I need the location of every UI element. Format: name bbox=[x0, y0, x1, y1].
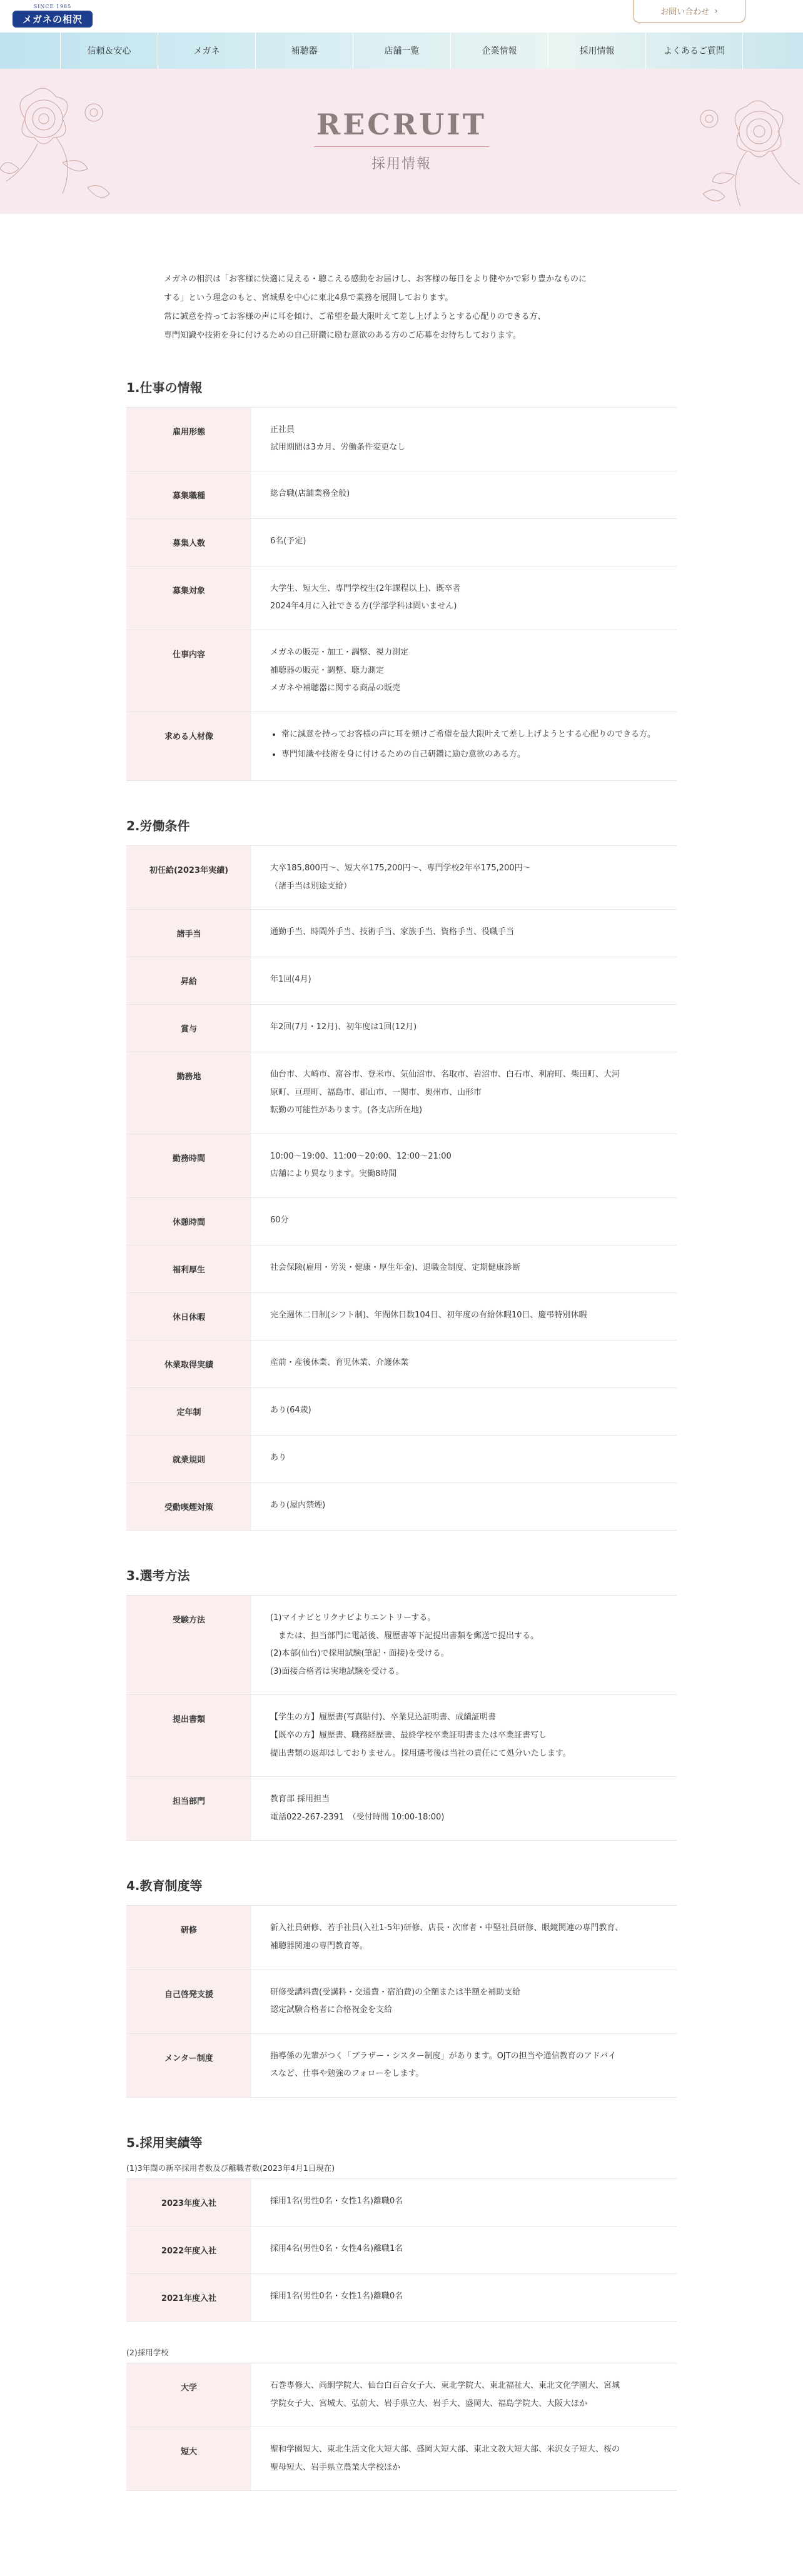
row-value bbox=[251, 1388, 677, 1436]
section-education bbox=[126, 1876, 677, 2098]
row-value bbox=[251, 1436, 677, 1483]
section-job-info bbox=[126, 378, 677, 781]
schools-table bbox=[126, 2363, 677, 2491]
row-label: 諸手当 bbox=[126, 910, 251, 957]
table-row bbox=[126, 471, 677, 518]
nav-item-recruit[interactable]: 採用情報 bbox=[548, 33, 645, 69]
table-row bbox=[126, 630, 677, 712]
row-label: 受動喫煙対策 bbox=[126, 1483, 251, 1531]
table-row bbox=[126, 845, 677, 909]
value-line: あり(屋内禁煙) bbox=[270, 1501, 326, 1511]
nav-item-faq[interactable]: よくあるご質問 bbox=[645, 33, 743, 69]
value-line: 60分 bbox=[270, 1215, 289, 1225]
row-value bbox=[251, 1341, 677, 1388]
logo-mark: メガネの相沢 bbox=[13, 11, 93, 28]
table-row bbox=[126, 2178, 677, 2226]
table-row bbox=[126, 2273, 677, 2321]
intro-text bbox=[126, 270, 677, 345]
value-line: (1)マイナビとリクナビよりエントリーする。 bbox=[270, 1613, 436, 1623]
row-value bbox=[251, 471, 677, 518]
value-line: 完全週休二日制(シフト制)、年間休日数104日、初年度の有給休暇10日、慶弔特別休暇 bbox=[270, 1311, 587, 1321]
table-row bbox=[126, 1436, 677, 1483]
table-row bbox=[126, 1245, 677, 1293]
value-line: 補聴器関連の専門教育等。 bbox=[270, 1941, 368, 1951]
row-label: 大学 bbox=[126, 2363, 251, 2427]
value-line: 電話022-267-2391 （受付時間 10:00-18:00) bbox=[270, 1812, 445, 1822]
table-row bbox=[126, 1483, 677, 1531]
nav-item-glasses[interactable]: メガネ bbox=[158, 33, 255, 69]
list-item: • 専門知識や技術を身に付けるための自己研鑽に励む意欲のある方。 bbox=[281, 746, 658, 764]
table-row bbox=[126, 1906, 677, 1970]
row-value bbox=[251, 566, 677, 630]
section-selection bbox=[126, 1566, 677, 1841]
selection-table bbox=[126, 1595, 677, 1841]
value-line: または、担当部門に電話後、履歴書等下記提出書類を郵送で提出する。 bbox=[270, 1631, 539, 1641]
row-label: 勤務時間 bbox=[126, 1134, 251, 1197]
value-line: 聖母短大、岩手県立農業大学校ほか bbox=[270, 2462, 401, 2472]
value-line: 産前・産後休業、育児休業、介護休業 bbox=[270, 1358, 409, 1368]
row-value bbox=[251, 910, 677, 957]
value-line: スなど、仕事や勉強のフォローをします。 bbox=[270, 2069, 424, 2079]
section-title: 4.教育制度等 bbox=[126, 1878, 203, 1894]
contact-label: お問い合わせ bbox=[660, 8, 710, 17]
page-subtitle: 採用情報 bbox=[371, 156, 432, 172]
row-label: 2021年度入社 bbox=[126, 2273, 251, 2321]
value-line: 新入社員研修、若手社員(入社1-5年)研修、店長・次席者・中堅社員研修、眼鏡関連の専門教育、 bbox=[270, 1923, 624, 1933]
value-line: 正社員 bbox=[270, 425, 295, 435]
row-value bbox=[251, 1134, 677, 1197]
row-value bbox=[251, 2178, 677, 2226]
value-line: 石巻専修大、尚絅学院大、仙台白百合女子大、東北学院大、東北福祉大、東北文化学園大、宮城 bbox=[270, 2380, 620, 2390]
value-line: 提出書類の返却はしておりません。採用選考後は当社の責任にて処分いたします。 bbox=[270, 1748, 571, 1758]
table-row bbox=[126, 2033, 677, 2097]
table-row bbox=[126, 1134, 677, 1197]
value-line: 年2回(7月・12月)、初年度は1回(12月) bbox=[270, 1022, 417, 1032]
value-line: 仙台市、大崎市、富谷市、登米市、気仙沼市、名取市、岩沼市、白石市、利府町、柴田町、大河 bbox=[270, 1070, 620, 1080]
hero-banner bbox=[0, 69, 803, 214]
row-value bbox=[251, 630, 677, 712]
row-label: 求める人材像 bbox=[126, 712, 251, 780]
logo-since: SINCE 1985 bbox=[33, 4, 72, 9]
row-value bbox=[251, 518, 677, 566]
recruit-content bbox=[126, 214, 677, 2576]
section-labor-conditions bbox=[126, 816, 677, 1531]
table-row bbox=[126, 957, 677, 1005]
section-title: 2.労働条件 bbox=[126, 818, 190, 833]
row-value bbox=[251, 2226, 677, 2273]
value-line: 認定試験合格者に合格祝金を支給 bbox=[270, 2005, 393, 2015]
row-label: 福利厚生 bbox=[126, 1245, 251, 1293]
table-row bbox=[126, 1052, 677, 1134]
value-line: 総合職(店舗業務全般) bbox=[270, 488, 350, 498]
row-label: 募集人数 bbox=[126, 518, 251, 566]
table-row bbox=[126, 910, 677, 957]
section-hiring-results bbox=[126, 2133, 677, 2491]
row-label: 賞与 bbox=[126, 1005, 251, 1052]
job-info-table bbox=[126, 407, 677, 781]
row-value bbox=[251, 2273, 677, 2321]
row-label: 短大 bbox=[126, 2427, 251, 2491]
value-line: 大卒185,800円〜、短大卒175,200円〜、専門学校2年卒175,200円〜 bbox=[270, 863, 531, 873]
value-line: メガネや補聴器に関する商品の販売 bbox=[270, 683, 401, 693]
value-line: 転勤の可能性があります。(各支店所在地) bbox=[270, 1105, 423, 1115]
flower-decoration-icon bbox=[0, 75, 125, 213]
hires-block bbox=[126, 2162, 677, 2322]
value-line: 社会保険(雇用・労災・健康・厚生年金)、退職金制度、定期健康診断 bbox=[270, 1263, 521, 1273]
row-label: 就業規則 bbox=[126, 1436, 251, 1483]
value-line: あり bbox=[270, 1453, 287, 1463]
value-line: 6名(予定) bbox=[270, 536, 306, 546]
flower-decoration-icon bbox=[678, 75, 803, 213]
value-line: 学院女子大、宮城大、弘前大、岩手県立大、岩手大、盛岡大、福島学院大、大阪大ほか bbox=[270, 2398, 588, 2408]
sub-note: (2)採用学校 bbox=[126, 2347, 169, 2357]
table-row bbox=[126, 1596, 677, 1695]
row-label: 提出書類 bbox=[126, 1695, 251, 1777]
row-label: 募集対象 bbox=[126, 566, 251, 630]
bullet-list bbox=[270, 726, 658, 764]
table-row bbox=[126, 2427, 677, 2491]
row-value bbox=[251, 2427, 677, 2491]
value-line: 年1回(4月) bbox=[270, 975, 311, 985]
row-label: 自己啓発支援 bbox=[126, 1970, 251, 2033]
value-line: 【学生の方】履歴書(写真貼付)、卒業見込証明書、成績証明書 bbox=[270, 1713, 497, 1723]
row-label: 受験方法 bbox=[126, 1596, 251, 1695]
section-title: 1.仕事の情報 bbox=[126, 380, 203, 395]
value-line: 原町、亘理町、福島市、郡山市、一関市、奥州市、山形市 bbox=[270, 1087, 482, 1097]
table-row bbox=[126, 1695, 677, 1777]
intro-line: 専門知識や技術を身に付けるための自己研鑽に励む意欲のある方のご応募をお待ちしております。 bbox=[164, 330, 521, 340]
value-line: 10:00〜19:00、11:00〜20:00、12:00〜21:00 bbox=[270, 1151, 452, 1161]
nav-item-company[interactable]: 企業情報 bbox=[450, 33, 548, 69]
section-title: 3.選考方法 bbox=[126, 1568, 190, 1584]
table-row bbox=[126, 566, 677, 630]
row-value bbox=[251, 1005, 677, 1052]
value-line: 2024年4月に入社できる方(学部学科は問いません) bbox=[270, 601, 457, 611]
row-value bbox=[251, 1198, 677, 1245]
row-label: 初任給(2023年実績) bbox=[126, 845, 251, 909]
value-line: (3)面接合格者は実地試験を受ける。 bbox=[270, 1666, 404, 1676]
nav-item-hearing-aids[interactable]: 補聴器 bbox=[255, 33, 353, 69]
nav-item-trust[interactable]: 信頼＆安心 bbox=[60, 33, 158, 69]
row-label: 募集職種 bbox=[126, 471, 251, 518]
value-line: （諸手当は別途支給） bbox=[270, 881, 352, 891]
value-line: 聖和学園短大、東北生活文化大短大部、盛岡大短大部、東北文教大短大部、米沢女子短大、桜の bbox=[270, 2445, 620, 2455]
sub-note: (1)3年間の新卒採用者数及び離職者数(2023年4月1日現在) bbox=[126, 2163, 335, 2173]
row-value bbox=[251, 2033, 677, 2097]
row-value bbox=[251, 1293, 677, 1341]
row-label: 仕事内容 bbox=[126, 630, 251, 712]
value-line: メガネの販売・加工・調整、視力測定 bbox=[270, 647, 409, 657]
top-bar bbox=[0, 0, 803, 33]
value-line: 採用1名(男性0名・女性1名)離職0名 bbox=[270, 2291, 403, 2301]
table-row bbox=[126, 2226, 677, 2273]
row-label: 休憩時間 bbox=[126, 1198, 251, 1245]
value-line: 通勤手当、時間外手当、技術手当、家族手当、資格手当、役職手当 bbox=[270, 927, 515, 937]
row-value bbox=[251, 1245, 677, 1293]
value-line: (2)本部(仙台)で採用試験(筆記・面接)を受ける。 bbox=[270, 1649, 449, 1659]
table-row bbox=[126, 1388, 677, 1436]
table-row bbox=[126, 1005, 677, 1052]
title-divider bbox=[314, 146, 489, 147]
row-label: 昇給 bbox=[126, 957, 251, 1005]
page-title: RECRUIT bbox=[316, 108, 487, 141]
row-value bbox=[251, 1695, 677, 1777]
row-label: 2023年度入社 bbox=[126, 2178, 251, 2226]
row-label: 休業取得実績 bbox=[126, 1341, 251, 1388]
row-label: 2022年度入社 bbox=[126, 2226, 251, 2273]
row-label: 担当部門 bbox=[126, 1777, 251, 1841]
contact-button[interactable] bbox=[633, 0, 745, 23]
row-value bbox=[251, 1596, 677, 1695]
table-row bbox=[126, 2363, 677, 2427]
value-line: 研修受講料費(受講料・交通費・宿泊費)の全額または半額を補助支給 bbox=[270, 1987, 521, 1997]
value-line: 教育部 採用担当 bbox=[270, 1794, 330, 1804]
row-value bbox=[251, 2363, 677, 2427]
section-title: 5.採用実績等 bbox=[126, 2135, 203, 2150]
global-nav bbox=[0, 33, 803, 69]
row-value bbox=[251, 1777, 677, 1841]
intro-line: する」という理念のもと、宮城県を中心に東北4県で業務を展開しております。 bbox=[164, 293, 453, 303]
labor-table bbox=[126, 845, 677, 1531]
hires-table bbox=[126, 2178, 677, 2322]
value-line: 試用期間は3カ月、労働条件変更なし bbox=[270, 443, 406, 453]
table-row bbox=[126, 1777, 677, 1841]
value-line: 店舗により異なります。実働8時間 bbox=[270, 1169, 397, 1179]
intro-line: 常に誠意を持ってお客様の声に耳を傾け、ご希望を最大限叶えて差し上げようとする心配りのできる方、 bbox=[164, 311, 546, 321]
value-line: 大学生、短大生、専門学校生(2年課程以上)、既卒者 bbox=[270, 583, 461, 593]
value-line: 採用1名(男性0名・女性1名)離職0名 bbox=[270, 2196, 403, 2206]
schools-block bbox=[126, 2347, 677, 2491]
row-label: 雇用形態 bbox=[126, 407, 251, 471]
row-value bbox=[251, 1970, 677, 2033]
row-value bbox=[251, 1052, 677, 1134]
value-line: 補聴器の販売・調整、聴力測定 bbox=[270, 665, 385, 675]
table-row bbox=[126, 1341, 677, 1388]
table-row bbox=[126, 1293, 677, 1341]
row-value bbox=[251, 845, 677, 909]
value-line: 指導係の先輩がつく「ブラザー・シスター制度」があります。OJTの担当や通信教育のアドバイ bbox=[270, 2051, 617, 2061]
row-value bbox=[251, 712, 677, 780]
table-row bbox=[126, 518, 677, 566]
table-row bbox=[126, 407, 677, 471]
chevron-right-icon: › bbox=[714, 6, 718, 16]
row-value bbox=[251, 1906, 677, 1970]
site-logo[interactable] bbox=[13, 4, 93, 28]
table-row bbox=[126, 1198, 677, 1245]
table-row bbox=[126, 1970, 677, 2033]
table-row bbox=[126, 712, 677, 780]
education-table bbox=[126, 1905, 677, 2098]
row-label: 休日休暇 bbox=[126, 1293, 251, 1341]
row-value bbox=[251, 1483, 677, 1531]
row-label: メンター制度 bbox=[126, 2033, 251, 2097]
value-line: 採用4名(男性0名・女性4名)離職1名 bbox=[270, 2243, 403, 2253]
row-label: 勤務地 bbox=[126, 1052, 251, 1134]
value-line: 【既卒の方】履歴書、職務経歴書、最終学校卒業証明書または卒業証書写し bbox=[270, 1731, 547, 1741]
list-item: • 常に誠意を持ってお客様の声に耳を傾けご希望を最大限叶えて差し上げようとする心配りのできる方。 bbox=[281, 726, 658, 744]
row-label: 研修 bbox=[126, 1906, 251, 1970]
nav-item-stores[interactable]: 店舗一覧 bbox=[353, 33, 450, 69]
row-value bbox=[251, 957, 677, 1005]
value-line: あり(64歳) bbox=[270, 1406, 311, 1416]
intro-line: メガネの相沢は「お客様に快適に見える・聴こえる感動をお届けし、お客様の毎日をより健やかで彩り豊かなものに bbox=[164, 274, 587, 284]
row-value bbox=[251, 407, 677, 471]
row-label: 定年制 bbox=[126, 1388, 251, 1436]
